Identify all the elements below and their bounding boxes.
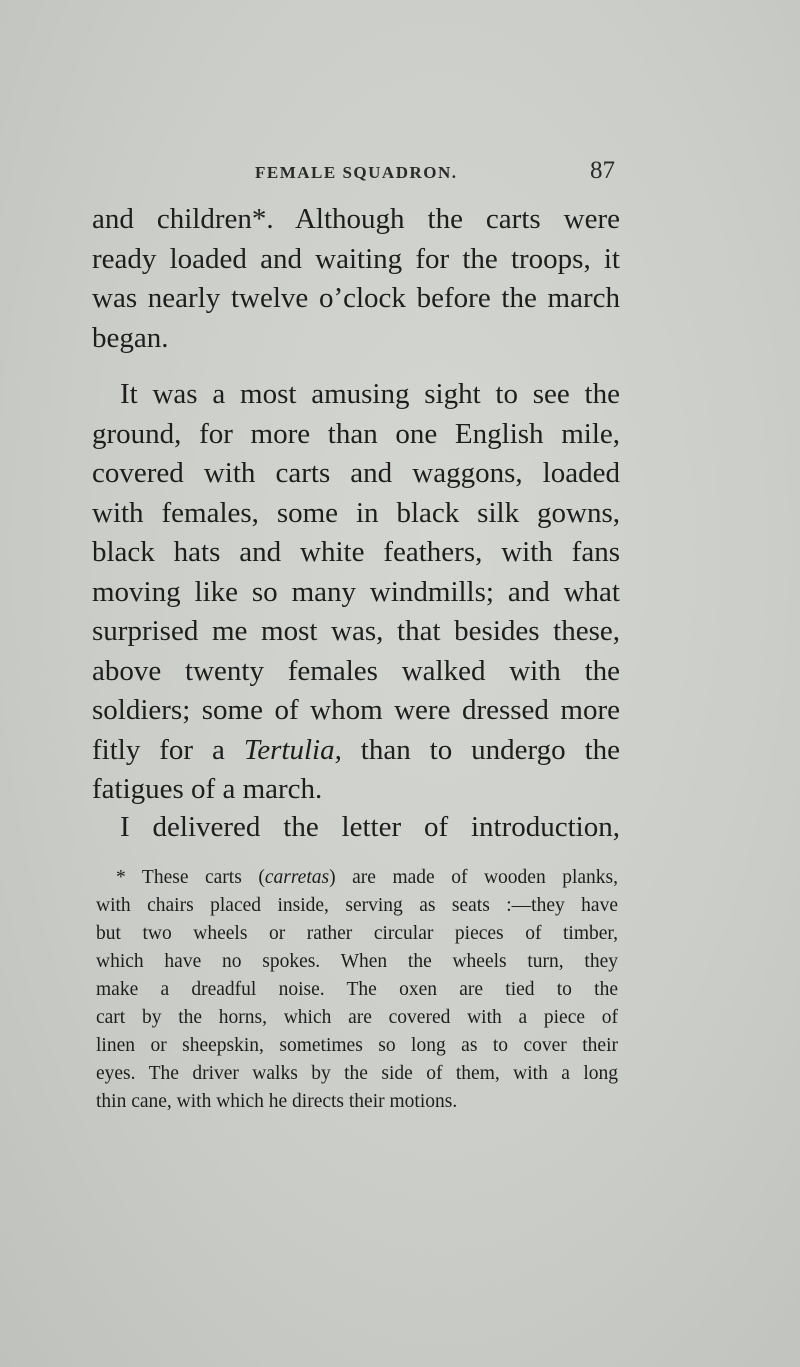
- running-head: [255, 157, 615, 187]
- italic-term: Tertulia,: [243, 733, 342, 766]
- text-line: black hats and white feathers, with fans: [92, 536, 620, 568]
- text-line: [92, 731, 620, 771]
- text-segment: fitly for a: [92, 733, 244, 766]
- text-line: covered with carts and waggons, loaded: [92, 457, 620, 489]
- text-line: began.: [92, 321, 169, 354]
- paragraph-3: [92, 808, 620, 848]
- text-segment: than to undergo the: [341, 733, 621, 766]
- text-line: with females, some in black silk gowns,: [92, 496, 620, 529]
- text-line: It was a most amusing sight to see the: [120, 378, 620, 410]
- footnote-line: make a dreadful noise. The oxen are tied to the: [96, 979, 618, 1000]
- text-segment: ) are made of wooden planks,: [329, 867, 618, 888]
- running-title: FEMALE SQUADRON.: [255, 163, 458, 182]
- text-segment: * These carts (: [116, 867, 265, 888]
- page-number: 87: [590, 157, 615, 184]
- text-line: fatigues of a march.: [92, 773, 323, 805]
- text-line: was nearly twelve o’clock before the march: [92, 282, 620, 314]
- text-line: moving like so many windmills; and what: [92, 575, 620, 608]
- italic-term: carretas: [264, 867, 330, 888]
- text-line: ready loaded and waiting for the troops, it: [92, 242, 620, 275]
- text-line: I delivered the letter of introduction,: [120, 811, 620, 843]
- text-line: ground, for more than one English mile,: [92, 417, 620, 450]
- footnote-line: linen or sheepskin, sometimes so long as to cover their: [96, 1035, 618, 1056]
- paragraph-1: [92, 200, 620, 358]
- text-line: surprised me most was, that besides these,: [92, 615, 620, 647]
- text-line: above twenty females walked with the: [92, 654, 620, 687]
- footnote-line: which have no spokes. When the wheels turn, they: [96, 951, 618, 972]
- footnote-line: [96, 864, 618, 892]
- footnote-line: with chairs placed inside, serving as seats :—they have: [96, 895, 618, 916]
- text-line: and children*. Although the carts were: [92, 203, 620, 235]
- footnote-line: thin cane, with which he directs their motions.: [96, 1091, 458, 1112]
- paragraph-2: [92, 375, 620, 810]
- footnote-line: cart by the horns, which are covered with a piece of: [96, 1007, 618, 1028]
- footnote-line: but two wheels or rather circular pieces of timber,: [96, 923, 618, 944]
- text-line: soldiers; some of whom were dressed more: [92, 694, 620, 726]
- footnote: [96, 864, 618, 1116]
- footnote-line: eyes. The driver walks by the side of them, with a long: [96, 1063, 618, 1084]
